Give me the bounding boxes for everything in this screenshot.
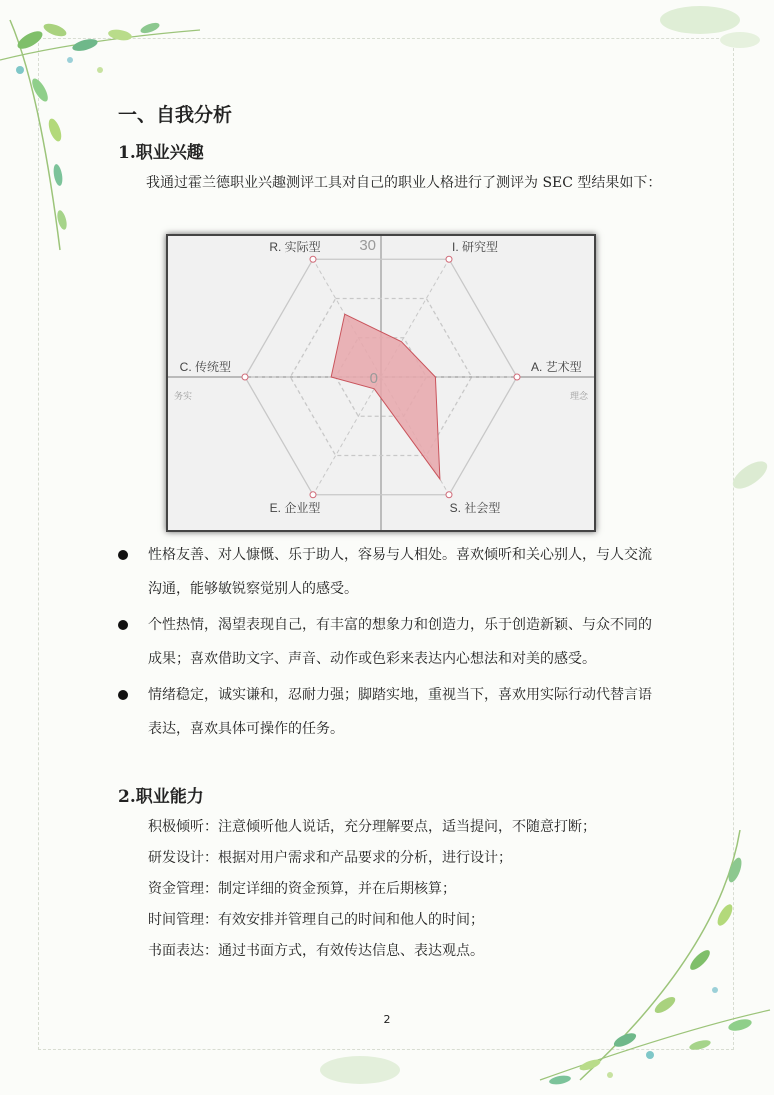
- chart-vertex-marker: [446, 256, 452, 262]
- interest-intro: 我通过霍兰德职业兴趣测评工具对自己的职业人格进行了测评为 SEC 型结果如下：: [146, 175, 662, 191]
- trait-item: 个性热情，渴望表现自己，有丰富的想象力和创造力，乐于创造新颖、与众不同的成果；喜欢借助文字、声音、动作或色彩来表达内心想法和对美的感受。: [118, 608, 664, 676]
- chart-tick-label: 30: [359, 237, 376, 254]
- leaf-decoration-bottom-left-icon: [300, 1040, 420, 1095]
- ability-item: 积极倾听：注意倾听他人说话，充分理解要点，适当提问，不随意打断；: [148, 819, 596, 835]
- chart-spoke: [313, 377, 381, 495]
- leaf-decoration-right-icon: [720, 445, 774, 505]
- trait-item: 性格友善、对人慷慨、乐于助人，容易与人相处。喜欢倾听和关心别人，与人交流沟通，能够敏锐察觉别人的感受。: [118, 538, 664, 606]
- chart-axis-label: R. 实际型: [269, 240, 321, 255]
- interest-heading: 1.职业兴趣: [118, 143, 204, 163]
- bullet-icon: [118, 620, 128, 630]
- chart-axis-label: E. 企业型: [269, 500, 321, 515]
- chart-axis-label: I. 研究型: [451, 240, 499, 255]
- ability-item: 研发设计：根据对用户需求和产品要求的分析，进行设计；: [148, 850, 512, 866]
- ability-item: 资金管理：制定详细的资金预算，并在后期核算；: [148, 881, 456, 897]
- leaf-decoration-top-left-icon: [0, 0, 260, 260]
- chart-axis-label: A. 艺术型: [531, 360, 582, 374]
- chart-vertex-marker: [310, 256, 316, 262]
- bullet-icon: [118, 690, 128, 700]
- ability-item: 时间管理：有效安排并管理自己的时间和他人的时间；: [148, 912, 484, 928]
- chart-vertex-marker: [514, 374, 520, 380]
- trait-item: 情绪稳定，诚实谦和，忍耐力强；脚踏实地，重视当下，喜欢用实际行动代替言语表达，喜欢具体可操作的任务。: [118, 678, 664, 746]
- ability-item: 书面表达：通过书面方式，有效传达信息、表达观点。: [148, 943, 484, 959]
- ability-heading: 2.职业能力: [118, 787, 204, 807]
- bullet-icon: [118, 550, 128, 560]
- leaf-decoration-top-right-icon: [560, 0, 774, 90]
- ability-list: [148, 812, 596, 967]
- chart-vertex-marker: [446, 492, 452, 498]
- chart-axis-label: S. 社会型: [449, 500, 501, 515]
- chart-tick-label: 0: [369, 370, 378, 387]
- page-number: 2: [383, 1013, 391, 1026]
- chart-vertex-marker: [310, 492, 316, 498]
- chart-vertex-marker: [242, 374, 248, 380]
- chart-side-label-right: 理念: [569, 391, 588, 401]
- chart-axis-label: C. 传统型: [179, 360, 231, 374]
- trait-list: [118, 538, 664, 748]
- chart-side-label-left: 务实: [174, 391, 193, 401]
- section-title: 一、自我分析: [118, 104, 233, 126]
- holland-radar-chart: [166, 234, 596, 532]
